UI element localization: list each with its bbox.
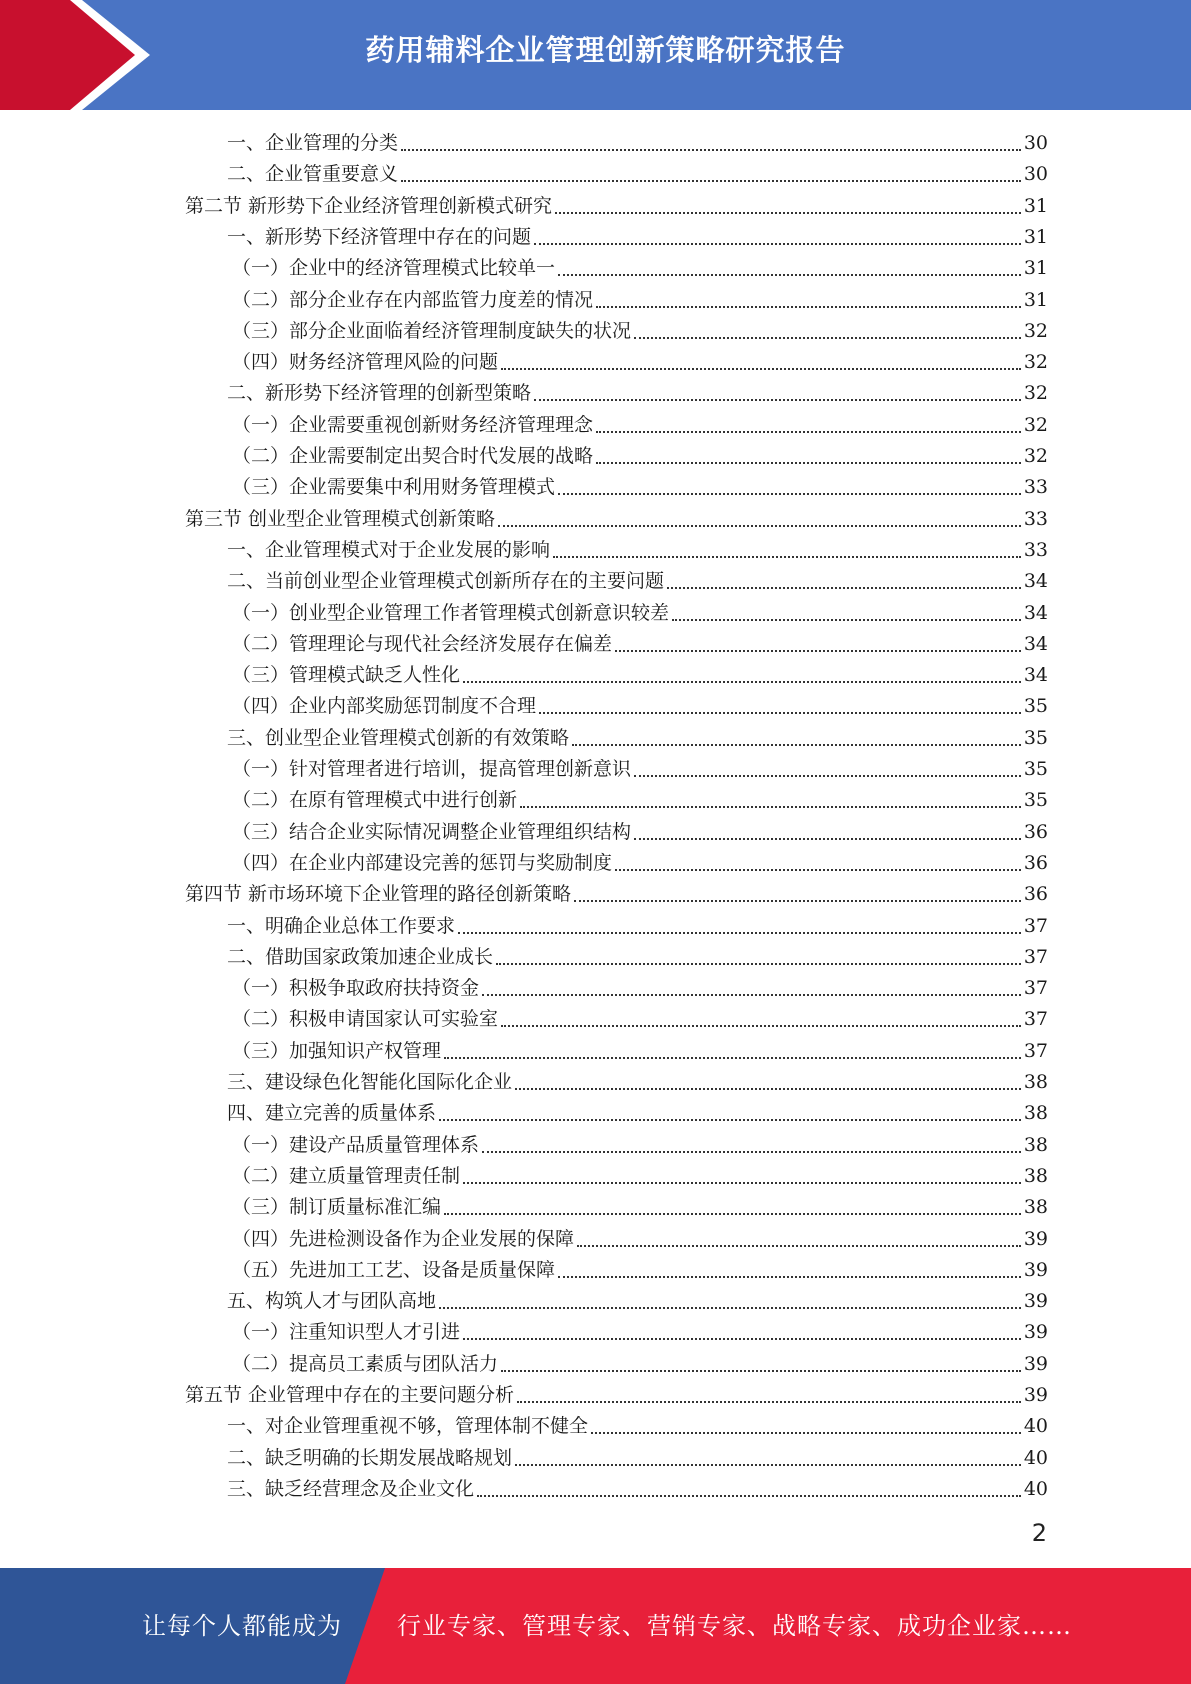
toc-entry-page: 37 [1023,1008,1048,1030]
toc-entry-page: 36 [1023,821,1048,843]
toc-entry-label: 一、明确企业总体工作要求 [227,915,456,937]
toc-dot-leader [458,932,1021,934]
toc-entry-page: 37 [1023,915,1048,937]
toc-entry-label: （二）建立质量管理责任制 [232,1165,461,1187]
toc-dot-leader [496,963,1021,965]
toc-entry-page: 39 [1023,1321,1048,1343]
toc-entry[interactable] [232,785,1048,816]
toc-entry[interactable] [232,253,1048,284]
toc-dot-leader [555,212,1021,214]
toc-entry-page: 32 [1023,445,1048,467]
toc-entry[interactable] [232,1224,1048,1255]
toc-entry[interactable] [227,911,1048,942]
toc-dot-leader [596,462,1021,464]
footer-slogan-left: 让每个人都能成为 [142,1612,342,1640]
toc-entry-label: （一）企业需要重视创新财务经济管理理念 [232,414,594,436]
toc-entry-page: 39 [1023,1384,1048,1406]
toc-entry-page: 31 [1023,257,1048,279]
toc-entry[interactable] [232,629,1048,660]
toc-dot-leader [553,556,1021,558]
toc-entry-page: 38 [1023,1196,1048,1218]
toc-entry-label: 二、借助国家政策加速企业成长 [227,946,494,968]
toc-entry-label: （二）企业需要制定出契合时代发展的战略 [232,445,594,467]
toc-dot-leader [634,337,1021,339]
toc-entry-label: 五、构筑人才与团队高地 [227,1290,437,1312]
toc-dot-leader [667,587,1021,589]
toc-entry-label: （三）部分企业面临着经济管理制度缺失的状况 [232,320,632,342]
toc-entry-label: 一、对企业管理重视不够，管理体制不健全 [227,1415,589,1437]
toc-entry-label: （三）加强知识产权管理 [232,1040,442,1062]
toc-entry-label: （四）在企业内部建设完善的惩罚与奖励制度 [232,852,613,874]
toc-entry[interactable] [232,1161,1048,1192]
toc-dot-leader [482,994,1021,996]
toc-dot-leader [591,1432,1021,1434]
toc-entry-label: （三）企业需要集中利用财务管理模式 [232,476,556,498]
toc-dot-leader [596,431,1021,433]
toc-entry-label: 三、创业型企业管理模式创新的有效策略 [227,727,570,749]
toc-entry[interactable] [232,441,1048,472]
toc-dot-leader [558,1276,1021,1278]
toc-entry-label: 三、建设绿色化智能化国际化企业 [227,1071,513,1093]
toc-entry-label: 第二节 新形势下企业经济管理创新模式研究 [185,195,553,217]
toc-entry-page: 32 [1023,351,1048,373]
toc-entry-page: 34 [1023,570,1048,592]
toc-entry-label: 一、企业管理的分类 [227,132,399,154]
toc-entry[interactable] [232,691,1048,722]
toc-entry-page: 33 [1023,476,1048,498]
toc-dot-leader [501,1025,1021,1027]
toc-entry-label: 第三节 创业型企业管理模式创新策略 [185,508,496,530]
toc-entry[interactable] [227,1411,1048,1442]
toc-entry[interactable] [227,159,1048,190]
toc-dot-leader [439,1119,1021,1121]
toc-entry-page: 33 [1023,539,1048,561]
toc-dot-leader [596,306,1021,308]
toc-entry-label: （一）针对管理者进行培训，提高管理创新意识 [232,758,632,780]
toc-entry-label: 三、缺乏经营理念及企业文化 [227,1478,475,1500]
toc-entry-label: （二）积极申请国家认可实验室 [232,1008,499,1030]
toc-entry[interactable] [232,598,1048,629]
toc-entry[interactable] [232,1036,1048,1067]
toc-entry-label: 四、建立完善的质量体系 [227,1102,437,1124]
toc-dot-leader [615,650,1021,652]
toc-entry-page: 40 [1023,1478,1048,1500]
toc-dot-leader [558,274,1021,276]
toc-entry-page: 40 [1023,1415,1048,1437]
toc-entry-label: （二）提高员工素质与团队活力 [232,1353,499,1375]
toc-entry-page: 39 [1023,1353,1048,1375]
toc-entry-label: （一）创业型企业管理工作者管理模式创新意识较差 [232,602,670,624]
toc-entry-label: （一）企业中的经济管理模式比较单一 [232,257,556,279]
toc-entry-label: （四）财务经济管理风险的问题 [232,351,499,373]
toc-dot-leader [501,368,1021,370]
page-number: 2 [1031,1519,1047,1547]
toc-entry[interactable] [185,191,1048,222]
toc-entry[interactable] [227,1443,1048,1474]
toc-entry-page: 30 [1023,163,1048,185]
toc-dot-leader [615,869,1021,871]
toc-dot-leader [498,525,1021,527]
toc-entry[interactable] [232,1317,1048,1348]
toc-entry-label: 一、企业管理模式对于企业发展的影响 [227,539,551,561]
toc-entry-label: （三）结合企业实际情况调整企业管理组织结构 [232,821,632,843]
toc-entry[interactable] [232,1255,1048,1286]
toc-entry-label: 二、企业管重要意义 [227,163,399,185]
toc-entry-page: 36 [1023,852,1048,874]
toc-entry-label: （三）制订质量标准汇编 [232,1196,442,1218]
toc-entry-page: 39 [1023,1290,1048,1312]
toc-entry[interactable] [227,566,1048,597]
toc-dot-leader [477,1495,1021,1497]
toc-dot-leader [534,399,1021,401]
toc-entry-label: （三）管理模式缺乏人性化 [232,664,461,686]
toc-entry-page: 38 [1023,1102,1048,1124]
toc-entry-page: 31 [1023,289,1048,311]
toc-entry[interactable] [227,942,1048,973]
toc-entry-page: 38 [1023,1134,1048,1156]
toc-entry[interactable] [227,1098,1048,1129]
toc-entry-page: 37 [1023,1040,1048,1062]
toc-entry[interactable] [232,316,1048,347]
toc-entry[interactable] [185,504,1048,535]
toc-entry[interactable] [232,472,1048,503]
toc-dot-leader [534,243,1021,245]
toc-entry-page: 35 [1023,727,1048,749]
toc-entry-page: 31 [1023,226,1048,248]
toc-entry-page: 37 [1023,977,1048,999]
toc-entry-page: 34 [1023,633,1048,655]
toc-entry-page: 38 [1023,1165,1048,1187]
toc-entry-page: 32 [1023,382,1048,404]
toc-entry-label: 二、新形势下经济管理的创新型策略 [227,382,532,404]
toc-dot-leader [539,712,1021,714]
toc-dot-leader [517,1401,1021,1403]
toc-dot-leader [515,1464,1021,1466]
toc-entry-page: 37 [1023,946,1048,968]
toc-entry[interactable] [232,347,1048,378]
toc-entry-label: （一）注重知识型人才引进 [232,1321,461,1343]
toc-entry-label: 第五节 企业管理中存在的主要问题分析 [185,1384,515,1406]
toc-entry-page: 39 [1023,1259,1048,1281]
toc-dot-leader [672,619,1021,621]
toc-entry-page: 32 [1023,414,1048,436]
toc-entry[interactable] [232,660,1048,691]
toc-dot-leader [520,806,1021,808]
toc-dot-leader [558,493,1021,495]
toc-dot-leader [515,1088,1021,1090]
toc-entry[interactable] [232,754,1048,785]
toc-entry-page: 34 [1023,664,1048,686]
toc-entry[interactable] [227,535,1048,566]
toc-entry-page: 34 [1023,602,1048,624]
toc-entry[interactable] [232,817,1048,848]
report-title: 药用辅料企业管理创新策略研究报告 [365,33,846,67]
toc-entry-label: （五）先进加工工艺、设备是质量保障 [232,1259,556,1281]
toc-entry[interactable] [227,128,1048,159]
toc-dot-leader [574,900,1021,902]
page-header [0,0,1191,110]
toc-dot-leader [401,149,1021,151]
toc-dot-leader [482,1151,1021,1153]
toc-entry-page: 39 [1023,1228,1048,1250]
toc-entry-page: 40 [1023,1447,1048,1469]
toc-entry[interactable] [232,1192,1048,1223]
toc-dot-leader [439,1307,1021,1309]
toc-entry-page: 35 [1023,695,1048,717]
toc-entry-label: （二）在原有管理模式中进行创新 [232,789,518,811]
toc-dot-leader [463,681,1021,683]
footer-slogan-right: 行业专家、管理专家、营销专家、战略专家、成功企业家…… [397,1612,1072,1640]
toc-entry[interactable] [232,848,1048,879]
toc-entry[interactable] [232,973,1048,1004]
toc-dot-leader [501,1370,1021,1372]
toc-entry[interactable] [232,285,1048,316]
toc-entry-label: 二、缺乏明确的长期发展战略规划 [227,1447,513,1469]
toc-entry-page: 30 [1023,132,1048,154]
toc-entry-label: 二、当前创业型企业管理模式创新所存在的主要问题 [227,570,665,592]
toc-dot-leader [577,1245,1021,1247]
toc-entry-page: 33 [1023,508,1048,530]
toc-entry[interactable] [185,879,1048,910]
toc-entry[interactable] [227,1067,1048,1098]
toc-entry[interactable] [232,1349,1048,1380]
toc-entry-label: 一、新形势下经济管理中存在的问题 [227,226,532,248]
toc-dot-leader [463,1182,1021,1184]
toc-entry[interactable] [232,410,1048,441]
toc-entry[interactable] [227,1286,1048,1317]
toc-dot-leader [463,1338,1021,1340]
toc-entry[interactable] [232,1130,1048,1161]
toc-entry-page: 35 [1023,758,1048,780]
toc-entry-page: 38 [1023,1071,1048,1093]
toc-dot-leader [572,744,1021,746]
toc-entry-label: （二）部分企业存在内部监管力度差的情况 [232,289,594,311]
toc-entry[interactable] [227,378,1048,409]
toc-dot-leader [634,838,1021,840]
toc-dot-leader [401,180,1021,182]
toc-entry-label: （一）建设产品质量管理体系 [232,1134,480,1156]
toc-entry-label: （二）管理理论与现代社会经济发展存在偏差 [232,633,613,655]
toc-entry[interactable] [227,1474,1048,1505]
toc-entry[interactable] [232,1004,1048,1035]
toc-entry-label: （一）积极争取政府扶持资金 [232,977,480,999]
toc-dot-leader [444,1057,1021,1059]
toc-entry-page: 32 [1023,320,1048,342]
toc-entry[interactable] [227,723,1048,754]
toc-entry-page: 35 [1023,789,1048,811]
toc-dot-leader [444,1213,1021,1215]
toc-entry-page: 31 [1023,195,1048,217]
toc-entry-label: （四）企业内部奖励惩罚制度不合理 [232,695,537,717]
toc-dot-leader [634,775,1021,777]
toc-entry-page: 36 [1023,883,1048,905]
toc-entry[interactable] [185,1380,1048,1411]
toc-entry-label: 第四节 新市场环境下企业管理的路径创新策略 [185,883,572,905]
toc-entry[interactable] [227,222,1048,253]
toc-entry-label: （四）先进检测设备作为企业发展的保障 [232,1228,575,1250]
page-footer [0,1568,1191,1684]
